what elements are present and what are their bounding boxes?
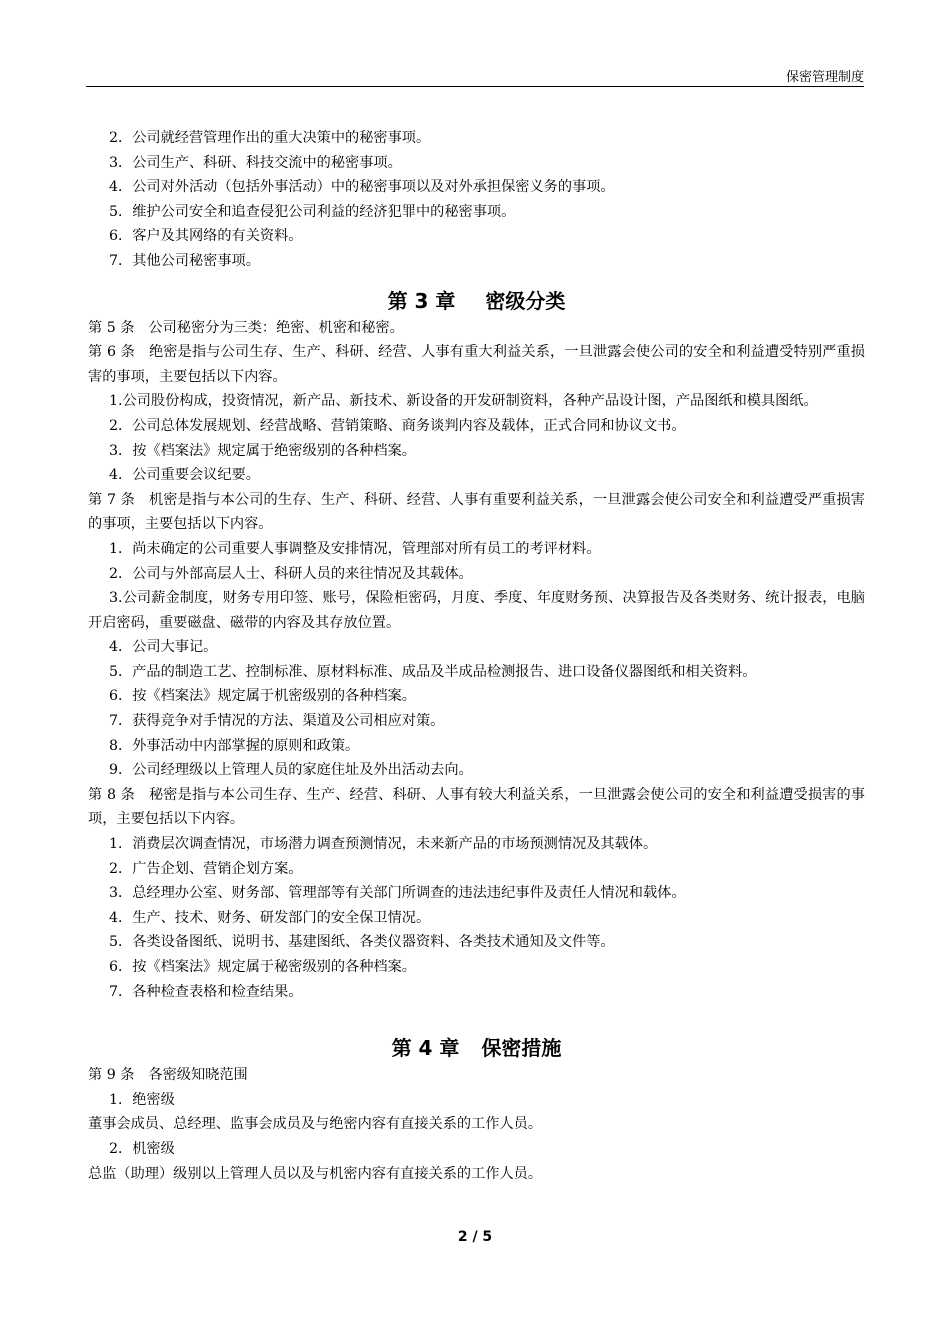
article-9 [88, 1063, 865, 1088]
list-item: 7．各种检查表格和检查结果。 [109, 983, 303, 1000]
list-item: 3．总经理办公室、财务部、管理部等有关部门所调查的违法违纪事件及责任人情况和载体。 [109, 885, 686, 902]
list-item: 3．按《档案法》规定属于绝密级别的各种档案。 [109, 442, 416, 459]
document-body [88, 126, 865, 1186]
list-item: 2．公司与外部高层人士、科研人员的来往情况及其载体。 [109, 565, 473, 582]
article-text: 绝密是指与公司生存、生产、科研、经营、人事有重大利益关系，一旦泄露会使公司的安全和利益遭受特别严重损害的事项，主要包括以下内容。 [88, 344, 865, 385]
list-item: 8．外事活动中内部掌握的原则和政策。 [109, 737, 360, 754]
article-text: 各密级知晓范围 [148, 1067, 248, 1084]
list-item: 2．机密级 [109, 1140, 175, 1157]
list-item: 6．按《档案法》规定属于秘密级别的各种档案。 [109, 959, 416, 975]
list-item: 5．产品的制造工艺、控制标准、原材料标准、成品及半成品检测报告、进口设备仪器图纸和相关资料。 [109, 663, 757, 680]
article-number: 第 8 条 [88, 786, 135, 803]
article-text: 公司秘密分为三类：绝密、机密和秘密。 [148, 319, 404, 336]
list-item: 6．客户及其网络的有关资料。 [109, 228, 303, 245]
list-item: 7．获得竞争对手情况的方法、渠道及公司相应对策。 [109, 713, 445, 730]
list-item: 5．维护公司安全和追查侵犯公司利益的经济犯罪中的秘密事项。 [109, 203, 516, 220]
article-number: 第 5 条 [88, 319, 135, 336]
list-item: 9．公司经理级以上管理人员的家庭住址及外出活动去向。 [109, 762, 473, 779]
article-number: 第 9 条 [88, 1067, 135, 1084]
list-item: 6．按《档案法》规定属于机密级别的各种档案。 [109, 688, 416, 705]
list-item: 1．尚未确定的公司重要人事调整及安排情况，管理部对所有员工的考评材料。 [109, 540, 601, 557]
list-item: 7．其他公司秘密事项。 [109, 252, 260, 269]
header-title: 保密管理制度 [785, 70, 864, 85]
article-6 [88, 340, 865, 389]
paragraph: 董事会成员、总经理、监事会成员及与绝密内容有直接关系的工作人员。 [88, 1116, 543, 1133]
list-item: 1．绝密级 [109, 1091, 175, 1108]
list-item: 4．生产、技术、财务、研发部门的安全保卫情况。 [109, 909, 431, 926]
list-item: 2．公司就经营管理作出的重大决策中的秘密事项。 [109, 130, 431, 146]
article-text: 秘密是指与本公司生存、生产、经营、科研、人事有较大利益关系，一旦泄露会使公司的安全和利益遭受损害的事项，主要包括以下内容。 [88, 786, 865, 828]
list-item: 3.公司薪金制度，财务专用印签、账号，保险柜密码，月度、季度、年度财务预、决算报告及各类财务、统计报表，电脑开启密码，重要磁盘、磁带的内容及其存放位置。 [88, 590, 865, 631]
list-item: 1．消费层次调查情况，市场潜力调查预测情况，未来新产品的市场预测情况及其载体。 [109, 836, 658, 853]
chapter-number: 第 4 章 [391, 1036, 460, 1061]
list-item: 1.公司股份构成，投资情况，新产品、新技术、新设备的开发研制资料，各种产品设计图，产品图纸和模具图纸。 [109, 393, 818, 410]
list-item: 4．公司对外活动（包括外事活动）中的秘密事项以及对外承担保密义务的事项。 [109, 179, 615, 196]
article-8 [88, 783, 865, 832]
list-item: 4．公司大事记。 [109, 639, 218, 656]
list-item: 5．各类设备图纸、说明书、基建图纸、各类仪器资料、各类技术通知及文件等。 [109, 934, 615, 951]
list-item: 2．广告企划、营销企划方案。 [109, 860, 303, 877]
list-item: 3．公司生产、科研、科技交流中的秘密事项。 [109, 154, 402, 171]
header-divider [86, 86, 864, 87]
chapter-number: 第 3 章 [387, 288, 456, 313]
list-item: 4．公司重要会议纪要。 [109, 467, 260, 484]
page-number: 2 / 5 [457, 1229, 493, 1245]
chapter-title: 保密措施 [481, 1036, 562, 1061]
chapter-heading [88, 287, 865, 315]
article-7 [88, 488, 865, 537]
list-item: 2．公司总体发展规划、经营战略、营销策略、商务谈判内容及载体，正式合同和协议文书。 [109, 417, 686, 434]
chapter-heading [88, 1034, 865, 1062]
article-5 [88, 316, 865, 341]
chapter-title: 密级分类 [485, 288, 566, 313]
article-number: 第 7 条 [88, 491, 135, 508]
paragraph: 总监（助理）级别以上管理人员以及与机密内容有直接关系的工作人员。 [88, 1165, 543, 1182]
article-text: 机密是指与本公司的生存、生产、科研、经营、人事有重要利益关系，一旦泄露会使公司安全和利益遭受严重损害的事项，主要包括以下内容。 [88, 491, 865, 533]
article-number: 第 6 条 [88, 344, 135, 361]
